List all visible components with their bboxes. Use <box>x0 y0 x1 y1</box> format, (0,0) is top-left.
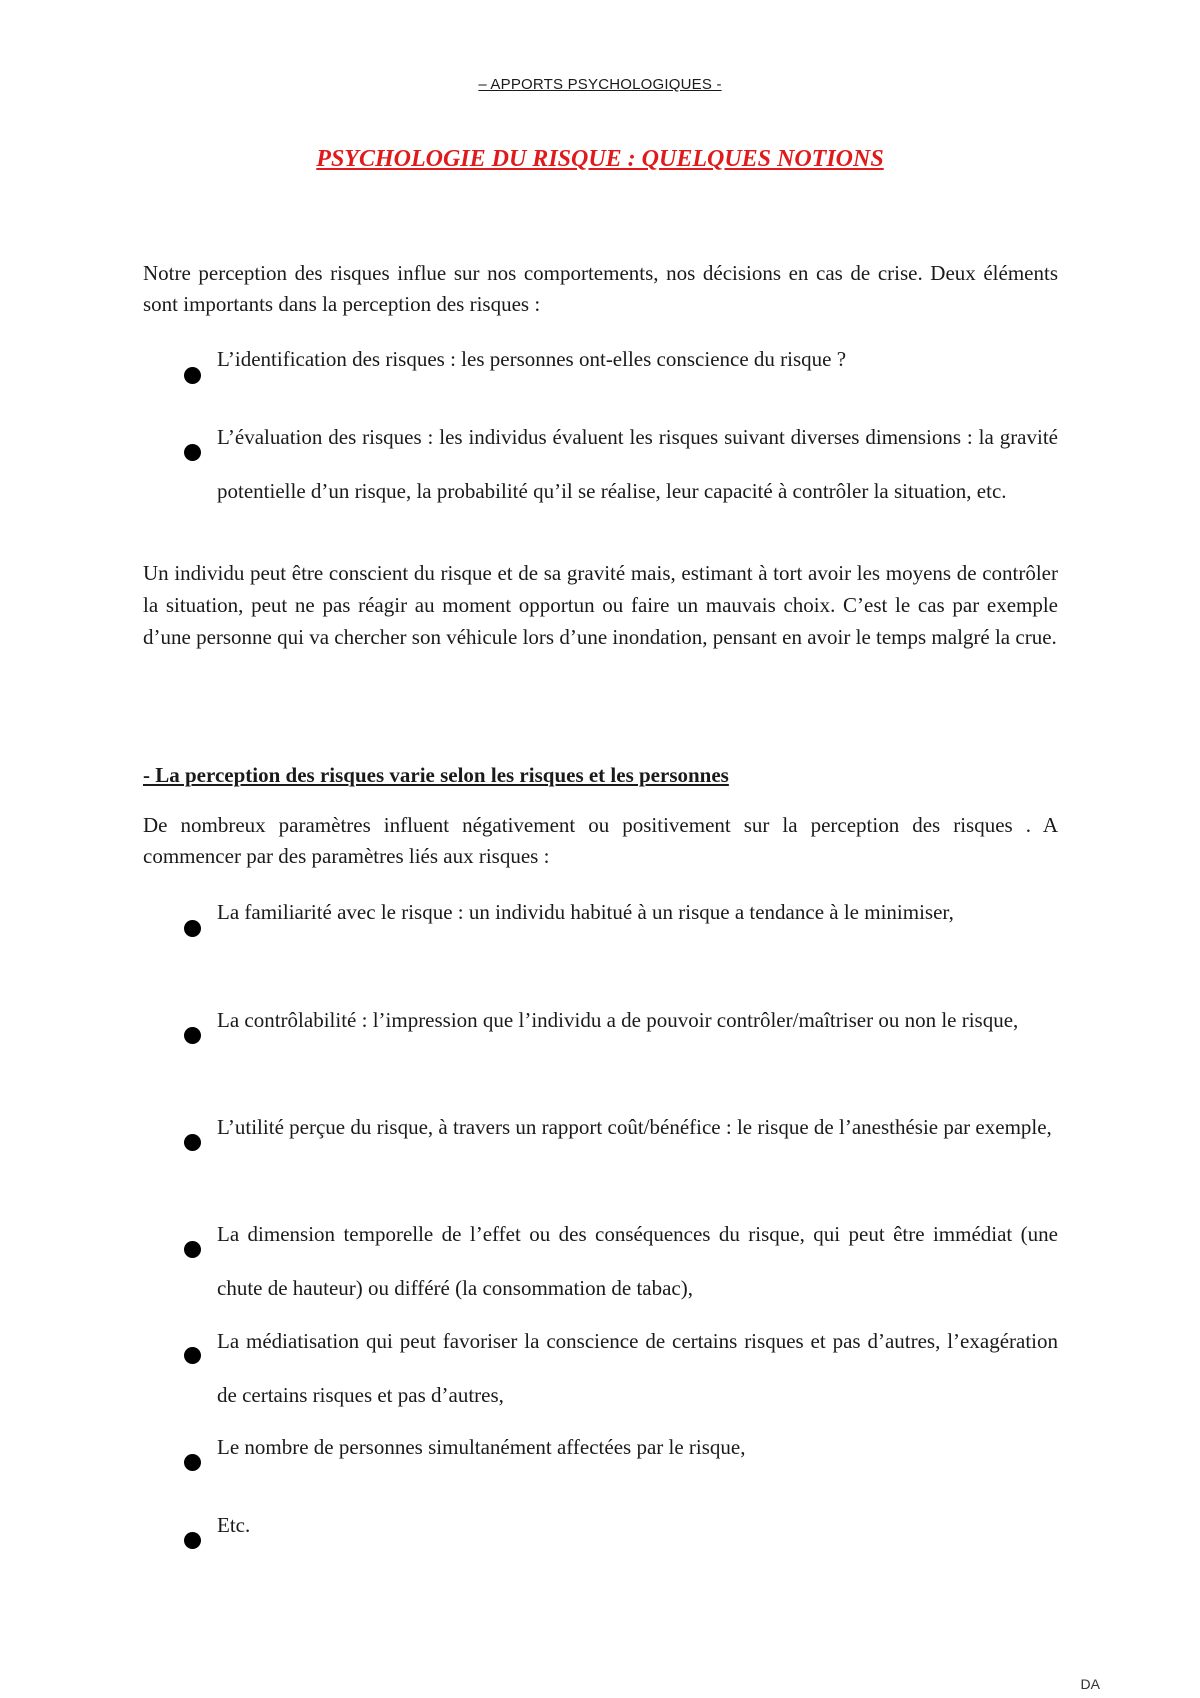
list-item: L’identification des risques : les personnes ont-elles conscience du risque ? <box>217 347 847 371</box>
list-item: La médiatisation qui peut favoriser la conscience de certains risques et pas d’autres, l’exagération de certains risques et pas d’autres, <box>217 1329 1058 1407</box>
list-item: La dimension temporelle de l’effet ou des conséquences du risque, qui peut être immédiat (une chute de hauteur) ou différé (la consommation de tabac), <box>217 1222 1058 1300</box>
bullet-dot-icon <box>184 1347 201 1364</box>
page-title: PSYCHOLOGIE DU RISQUE : QUELQUES NOTIONS <box>316 146 884 172</box>
footer-mark: DA <box>1080 1676 1100 1692</box>
section-heading: - La perception des risques varie selon les risques et les personnes <box>143 763 729 787</box>
list-item: Le nombre de personnes simultanément affectées par le risque, <box>217 1435 746 1459</box>
list-item: L’utilité perçue du risque, à travers un rapport coût/bénéfice : le risque de l’anesthésie par exemple, <box>217 1115 1052 1139</box>
bullet-dot-icon <box>184 1454 201 1471</box>
list-item: La contrôlabilité : l’impression que l’individu a de pouvoir contrôler/maîtriser ou non le risque, <box>217 1008 1019 1032</box>
section-paragraph: De nombreux paramètres influent négativement ou positivement sur la perception des risques . A commencer par des paramètres liés aux risques : <box>143 813 1058 868</box>
bullet-dot-icon <box>184 1134 201 1151</box>
bullet-dot-icon <box>184 1241 201 1258</box>
intro-paragraph: Notre perception des risques influe sur nos comportements, nos décisions en cas de crise. Deux éléments sont importants dans la perception des risques : <box>143 261 1058 316</box>
bullet-dot-icon <box>184 1532 201 1549</box>
list-item: La familiarité avec le risque : un individu habitué à un risque a tendance à le minimiser, <box>217 900 954 924</box>
list-item: Etc. <box>217 1513 251 1537</box>
bullet-dot-icon <box>184 367 201 384</box>
list-item: L’évaluation des risques : les individus évaluent les risques suivant diverses dimensions : la gravité potentielle d’un risque, la probabilité qu’il se réalise, leur capacité à contrôler la situation, etc. <box>217 425 1058 503</box>
bullet-dot-icon <box>184 1027 201 1044</box>
header-line: – APPORTS PSYCHOLOGIQUES - <box>478 76 722 93</box>
bullet-dot-icon <box>184 444 201 461</box>
bullet-dot-icon <box>184 920 201 937</box>
body-paragraph: Un individu peut être conscient du risque et de sa gravité mais, estimant à tort avoir les moyens de contrôler la situation, peut ne pas réagir au moment opportun ou faire un mauvais choix. C’est le cas par exemple d’une personne qui va chercher son véhicule lors d’une inondation, pensant en avoir le temps malgré la crue. <box>143 561 1058 649</box>
